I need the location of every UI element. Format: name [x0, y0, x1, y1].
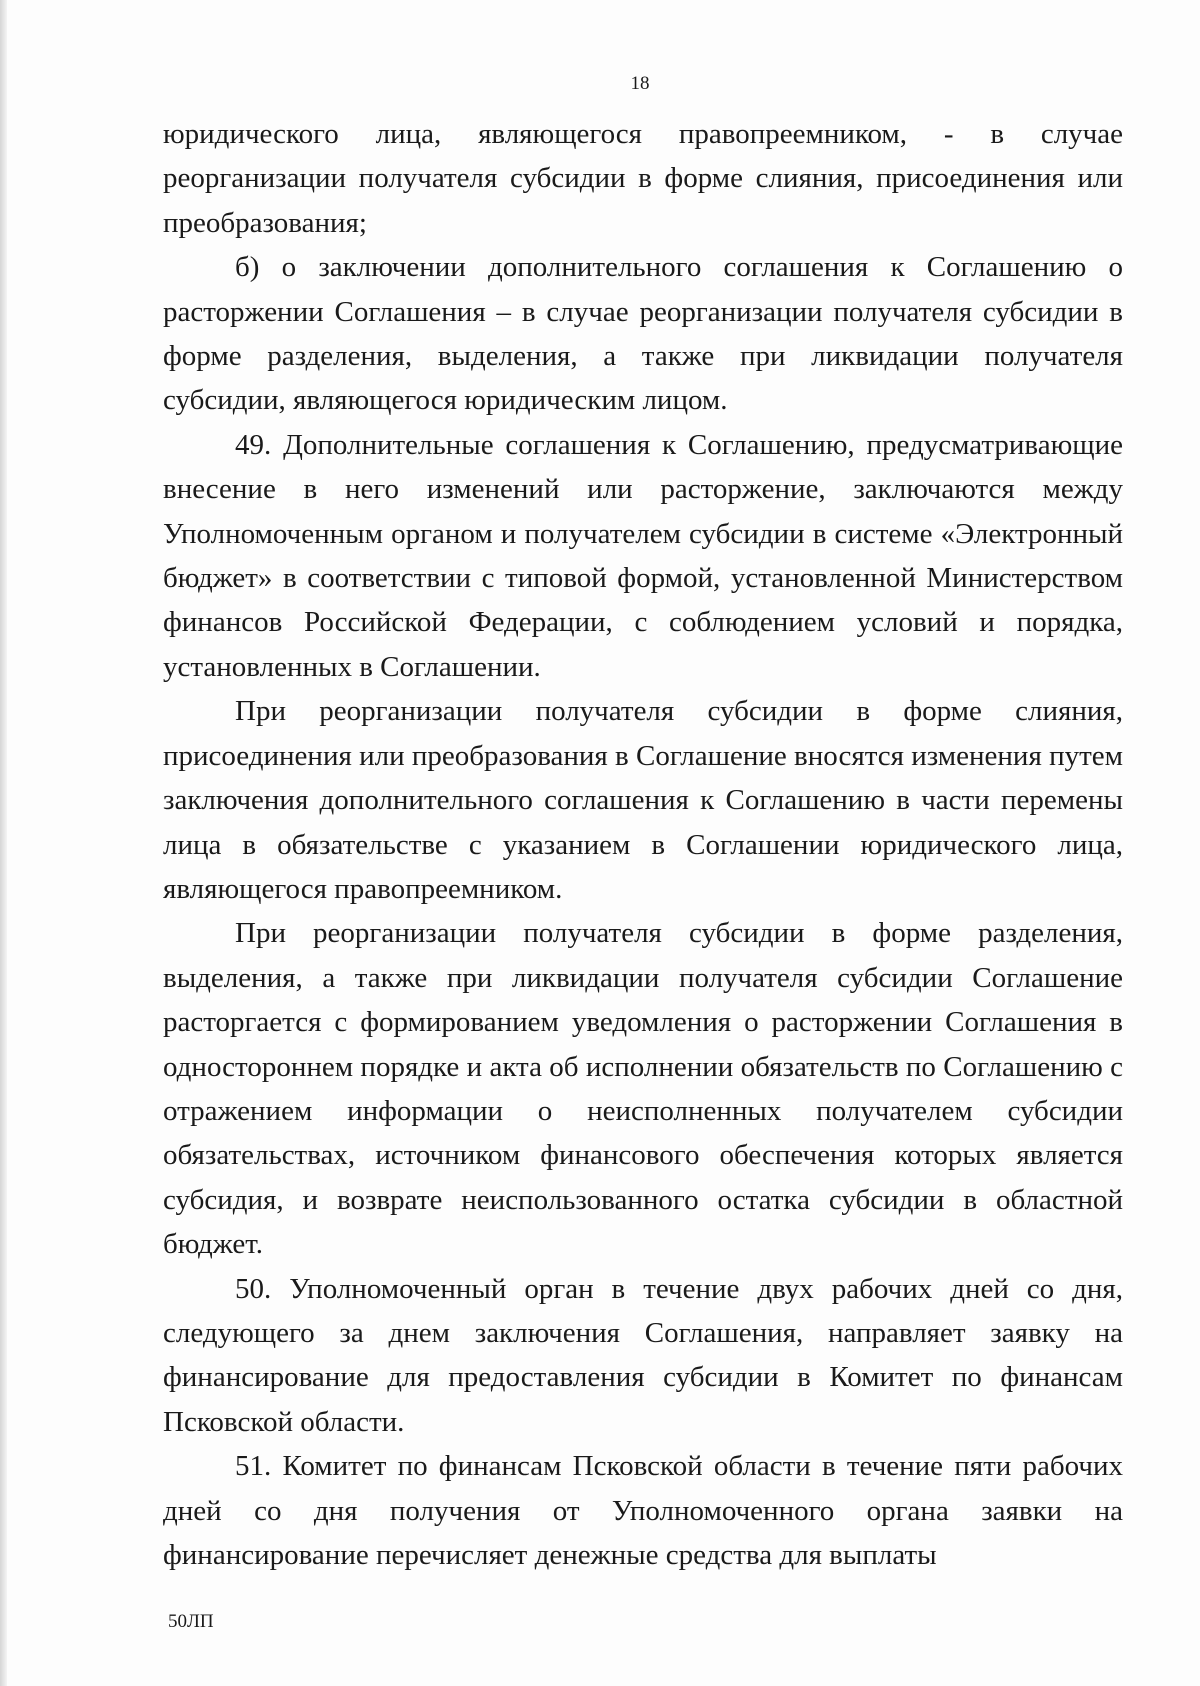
paragraph-50: 50. Уполномоченный орган в течение двух рабочих дней со дня, следующего за днем заключения Соглашения, направляет заявку на финансирование для предоставления субсидии в Комитет по финансам Псковской области. [163, 1272, 1123, 1438]
paragraph-51: 51. Комитет по финансам Псковской области в течение пяти рабочих дней со дня получения от Уполномоченного органа заявки на финансирование перечисляет денежные средства для выплаты [163, 1450, 1123, 1571]
paragraph-merger: При реорганизации получателя субсидии в форме слияния, присоединения или преобразования в Соглашение вносятся изменения путем заключения дополнительного соглашения к Соглашению в части перемены лица в обязательстве с указанием в Соглашении юридического лица, являющегося правопреемником. [163, 695, 1123, 905]
document-body [163, 112, 1123, 1577]
scan-edge [0, 0, 7, 1686]
document-code: 50ЛП [168, 1611, 214, 1632]
paragraph-division: При реорганизации получателя субсидии в форме разделения, выделения, а также при ликвидации получателя субсидии Соглашение расторгается с формированием уведомления о расторжении Соглашения в одностороннем порядке и акта об исполнении обязательств по Соглашению с отражением информации о неисполненных получателем субсидии обязательствах, источником финансового обеспечения которых является субсидия, и возврате неиспользованного остатка субсидии в областной бюджет. [163, 917, 1123, 1261]
page-number: 18 [630, 73, 650, 94]
paragraph-item-b: б) о заключении дополнительного соглашения к Соглашению о расторжении Соглашения – в случае реорганизации получателя субсидии в форме разделения, выделения, а также при ликвидации получателя субсидии, являющегося юридическим лицом. [163, 251, 1123, 417]
paragraph-continuation: юридического лица, являющегося правопреемником, - в случае реорганизации получателя субсидии в форме слияния, присоединения или преобразования; [163, 118, 1123, 239]
paragraph-49: 49. Дополнительные соглашения к Соглашению, предусматривающие внесение в него изменений или расторжение, заключаются между Уполномоченным органом и получателем субсидии в системе «Электронный бюджет» в соответствии с типовой формой, установленной Министерством финансов Российской Федерации, с соблюдением условий и порядка, установленных в Соглашении. [163, 428, 1123, 683]
